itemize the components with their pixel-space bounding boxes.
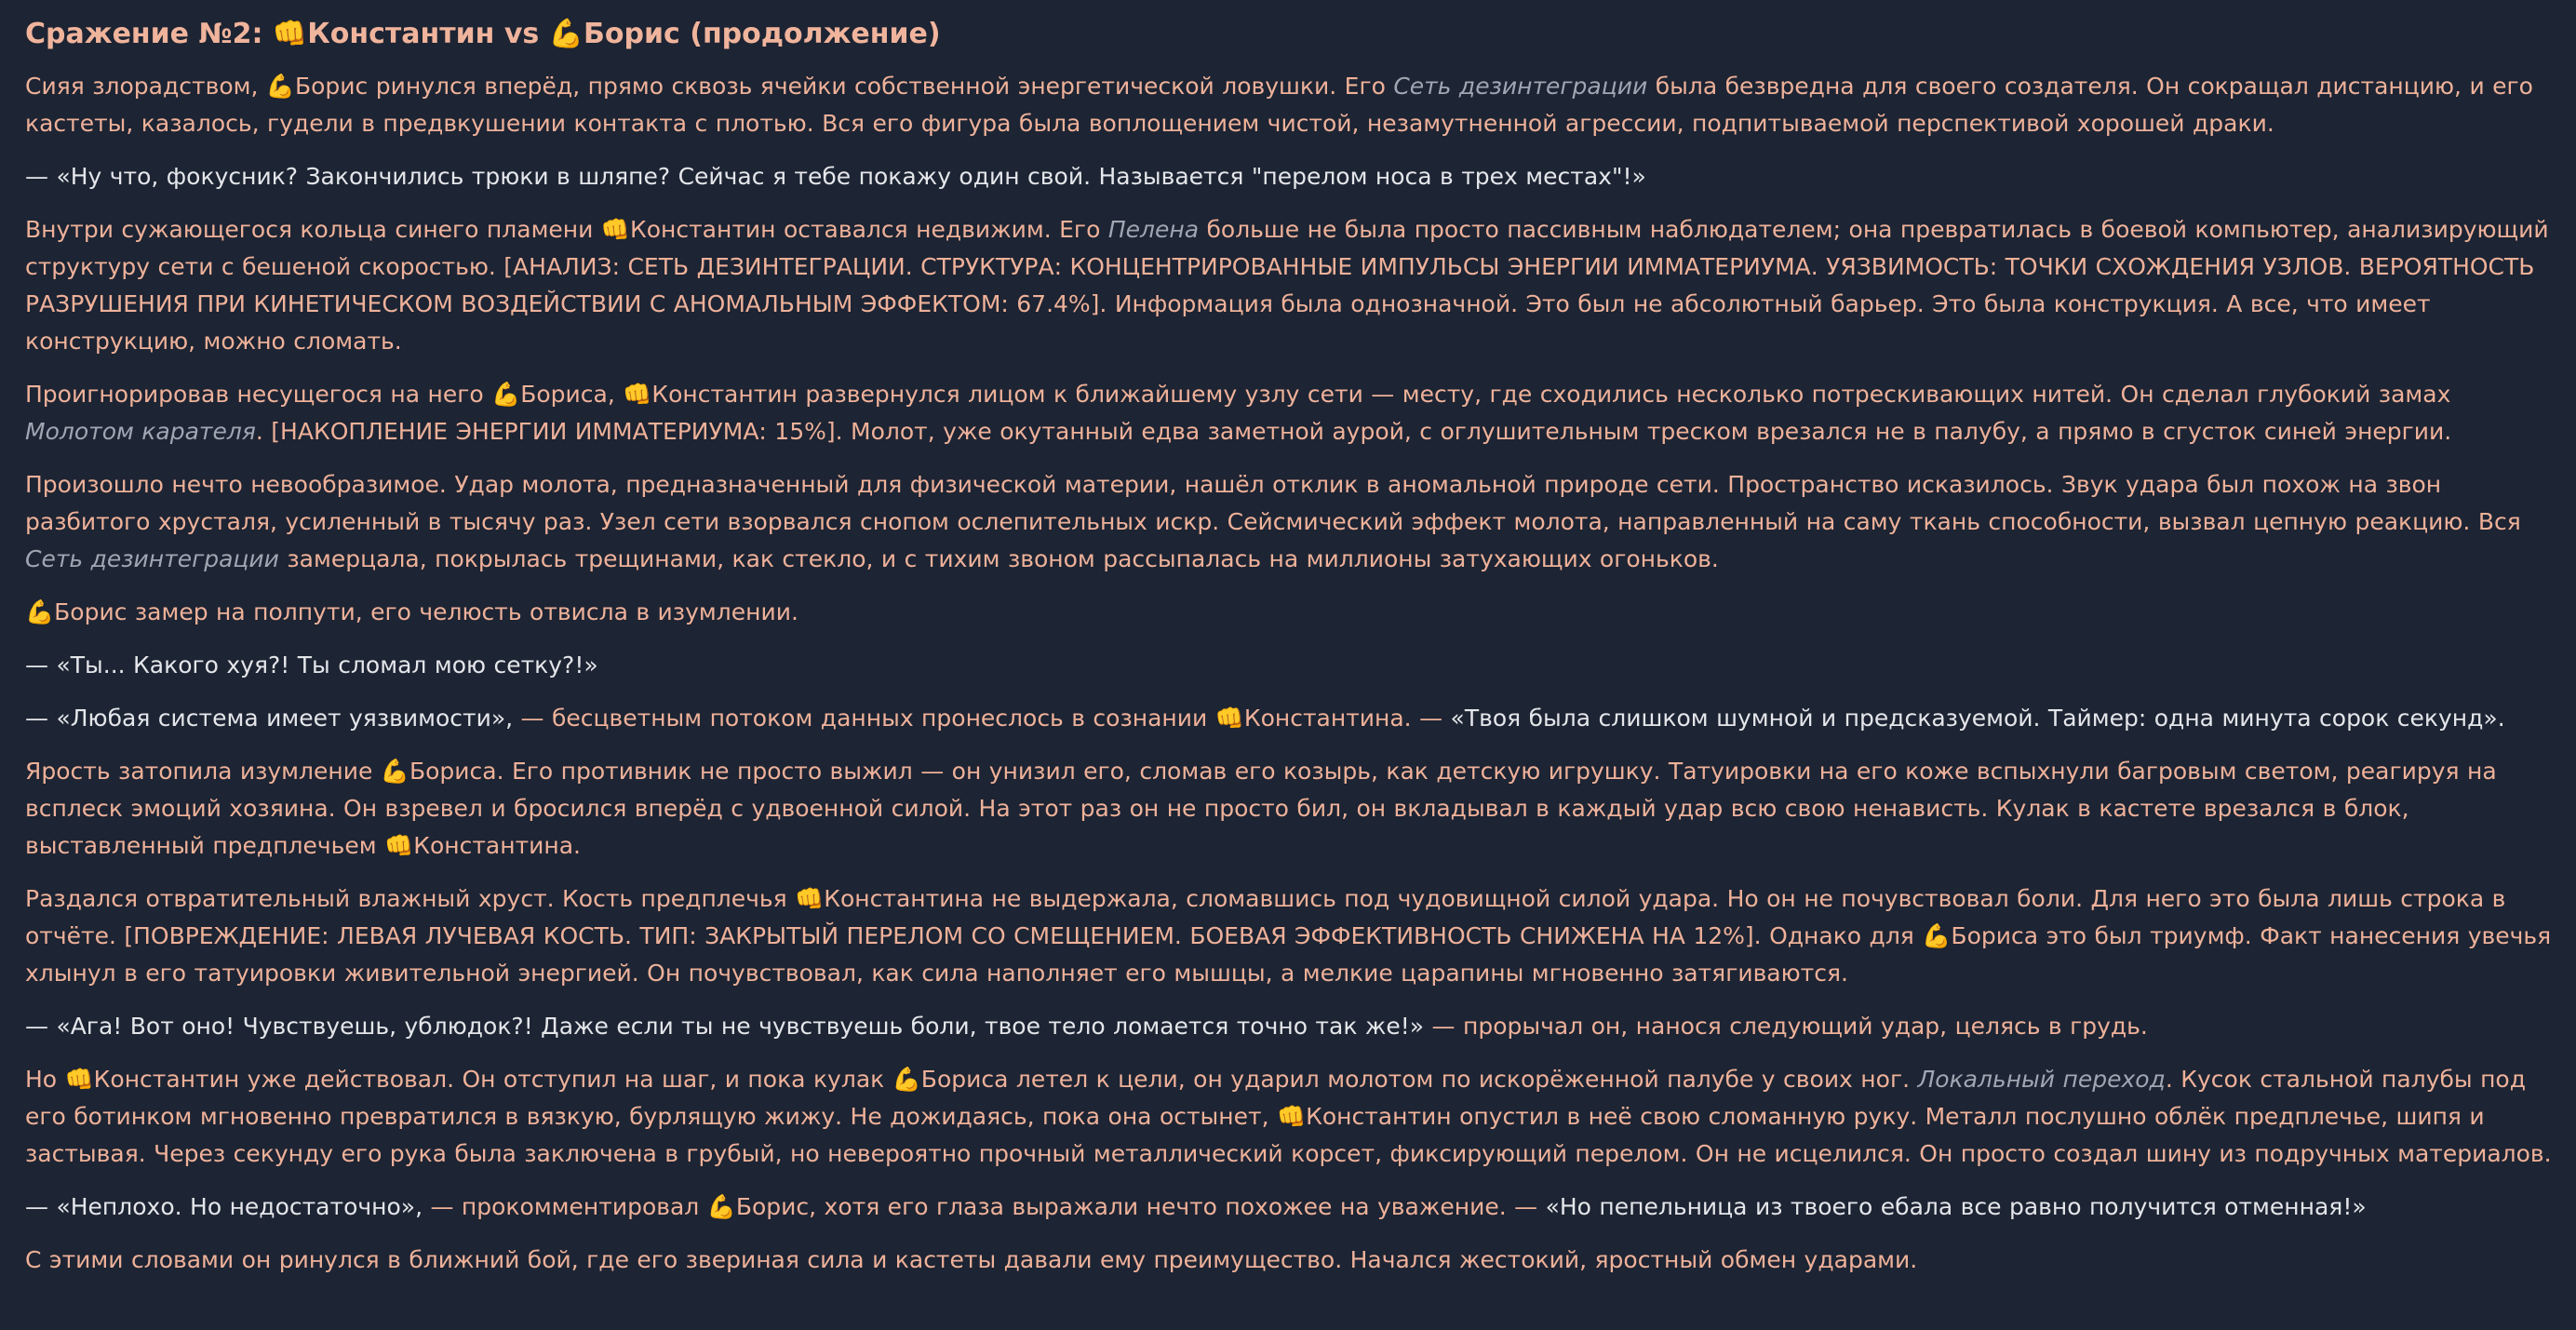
ability-name: Молотом карателя bbox=[25, 418, 256, 445]
narration-text: больше не была просто пассивным наблюдателем; она превратилась в боевой компьютер, анализирующий структуру сети с бешеной скоростью. [АНАЛИЗ: СЕТЬ ДЕЗИНТЕГРАЦИИ. СТРУКТУРА: КОНЦЕНТРИРОВАННЫЕ ИМПУЛЬСЫ ЭНЕРГИИ ИММАТЕРИУМА. УЯЗВИМОСТЬ: ТОЧКИ СХОЖДЕНИЯ УЗЛОВ. ВЕРОЯТНОСТЬ РАЗРУШЕНИЯ ПРИ КИНЕТИЧЕСКОМ ВОЗДЕЙСТВИИ С АНОМАЛЬНЫМ ЭФФЕКТОМ: 67.4%]. Информация была однозначной. Это был не абсолютный барьер. Это была конструкция. А все, что имеет конструкцию, можно сломать. bbox=[25, 216, 2549, 355]
narration-text: 💪Борис замер на полпути, его челюсть отвисла в изумлении. bbox=[25, 598, 798, 625]
narration-text: Сияя злорадством, 💪Борис ринулся вперёд, прямо сквозь ячейки собственной энергетической ловушки. Его bbox=[25, 73, 1394, 100]
story-paragraph bbox=[25, 1008, 2552, 1045]
narration-text: . Кусок стальной палубы под его ботинком мгновенно превратился в вязкую, бурлящую жижу. Не дожидаясь, пока она остынет, 👊Константин опустил в неё свою сломанную руку. Металл послушно облёк предплечье, шипя и застывая. Через секунду его рука была заключена в грубый, но невероятно прочный металлический корсет, фиксирующий перелом. Он не исцелился. Он просто создал шину из подручных материалов. bbox=[25, 1066, 2552, 1167]
narration-text: замерцала, покрылась трещинами, как стекло, и с тихим звоном рассыпалась на миллионы затухающих огоньков. bbox=[278, 545, 1719, 572]
ability-name: Локальный переход bbox=[1917, 1066, 2166, 1093]
ability-name: Сеть дезинтеграции bbox=[1393, 73, 1648, 100]
narration-text: Раздался отвратительный влажный хруст. Кость предплечья 👊Константина не выдержала, сломавшись под чудовищной силой удара. Но он не почувствовал боли. Для него это была лишь строка в отчёте. [ПОВРЕЖДЕНИЕ: ЛЕВАЯ ЛУЧЕВАЯ КОСТЬ. ТИП: ЗАКРЫТЫЙ ПЕРЕЛОМ СО СМЕЩЕНИЕМ. БОЕВАЯ ЭФФЕКТИВНОСТЬ СНИЖЕНА НА 12%]. Однако для 💪Бориса это был триумф. Факт нанесения увечья хлынул в его татуировки живительной энергией. Он почувствовал, как сила наполняет его мышцы, а мелкие царапины мгновенно затягиваются. bbox=[25, 885, 2552, 987]
story-paragraph bbox=[25, 880, 2552, 992]
dialogue-text: — «Ну что, фокусник? Закончились трюки в шляпе? Сейчас я тебе покажу один свой. Называется "перелом носа в трех местах"!» bbox=[25, 163, 1646, 190]
ability-name: Пелена bbox=[1107, 216, 1200, 243]
dialogue-paragraph bbox=[25, 647, 2552, 684]
narration-text: Ярость затопила изумление 💪Бориса. Его противник не просто выжил — он унизил его, сломав его козырь, как детскую игрушку. Татуировки на его коже вспыхнули багровым светом, реагируя на всплеск эмоций хозяина. Он взревел и бросился вперёд с удвоенной силой. На этот раз он не просто бил, он вкладывал в каждый удар всю свою ненависть. Кулак в кастете врезался в блок, выставленный предплечьем 👊Константина. bbox=[25, 758, 2497, 859]
story-paragraph bbox=[25, 700, 2552, 737]
story-title: Сражение №2: 👊Константин vs 💪Борис (продолжение) bbox=[25, 18, 941, 50]
story-paragraph bbox=[25, 1189, 2552, 1226]
story-paragraph bbox=[25, 753, 2552, 865]
ability-name: Сеть дезинтеграции bbox=[25, 545, 279, 572]
narration-text: С этими словами он ринулся в ближний бой, где его звериная сила и кастеты давали ему преимущество. Начался жестокий, яростный обмен ударами. bbox=[25, 1246, 1918, 1273]
narration-text: была безвредна для своего создателя. Он сокращал дистанцию, и его кастеты, казалось, гудели в предвкушении контакта с плотью. Вся его фигура была воплощением чистой, незамутненной агрессии, подпитываемой перспективой хорошей драки. bbox=[25, 73, 2533, 137]
dialogue-text: — «Ты... Какого хуя?! Ты сломал мою сетку?!» bbox=[25, 652, 598, 678]
narration-text: Внутри сужающегося кольца синего пламени 👊Константин оставался недвижим. Его bbox=[25, 216, 1108, 243]
dialogue-text: — «Неплохо. Но недостаточно», bbox=[25, 1193, 423, 1220]
story-paragraph bbox=[25, 1061, 2552, 1173]
narration-text: — прокомментировал 💪Борис, хотя его глаза выражали нечто похожее на уважение. — bbox=[423, 1193, 1546, 1220]
narration-text: . [НАКОПЛЕНИЕ ЭНЕРГИИ ИММАТЕРИУМА: 15%]. Молот, уже окутанный едва заметной аурой, с оглушительным треском врезался не в палубу, а прямо в сгусток синей энергии. bbox=[255, 418, 2452, 445]
story-paragraph bbox=[25, 211, 2552, 360]
story-paragraph bbox=[25, 594, 2552, 631]
narration-text: Проигнорировав несущегося на него 💪Бориса, 👊Константин развернулся лицом к ближайшему узлу сети — месту, где сходились несколько потрескивающих нитей. Он сделал глубокий замах bbox=[25, 381, 2451, 408]
story-body bbox=[25, 68, 2552, 1279]
dialogue-text: «Но пепельница из твоего ебала все равно получится отменная!» bbox=[1545, 1193, 2367, 1220]
story-paragraph bbox=[25, 1242, 2552, 1279]
dialogue-text: «Твоя была слишком шумной и предсказуемой. Таймер: одна минута сорок секунд». bbox=[1450, 705, 2505, 732]
story-paragraph bbox=[25, 466, 2552, 578]
narration-text: Но 👊Константин уже действовал. Он отступил на шаг, и пока кулак 💪Бориса летел к цели, он ударил молотом по искорёженной палубе у своих ног. bbox=[25, 1066, 1918, 1093]
story-paragraph bbox=[25, 68, 2552, 142]
dialogue-text: — «Любая система имеет уязвимости», bbox=[25, 705, 514, 732]
narration-text: — бесцветным потоком данных пронеслось в сознании 👊Константина. — bbox=[513, 705, 1451, 732]
narration-text: — прорычал он, нанося следующий удар, целясь в грудь. bbox=[1424, 1013, 2148, 1040]
story-paragraph bbox=[25, 376, 2552, 450]
dialogue-text: — «Ага! Вот оно! Чувствуешь, ублюдок?! Даже если ты не чувствуешь боли, твое тело ломается точно так же!» bbox=[25, 1013, 1425, 1040]
dialogue-paragraph bbox=[25, 158, 2552, 195]
narration-text: Произошло нечто невообразимое. Удар молота, предназначенный для физической материи, нашёл отклик в аномальной природе сети. Пространство исказилось. Звук удара был похож на звон разбитого хрусталя, усиленный в тысячу раз. Узел сети взорвался снопом ослепительных искр. Сейсмический эффект молота, направленный на саму ткань способности, вызвал цепную реакцию. Вся bbox=[25, 471, 2521, 535]
